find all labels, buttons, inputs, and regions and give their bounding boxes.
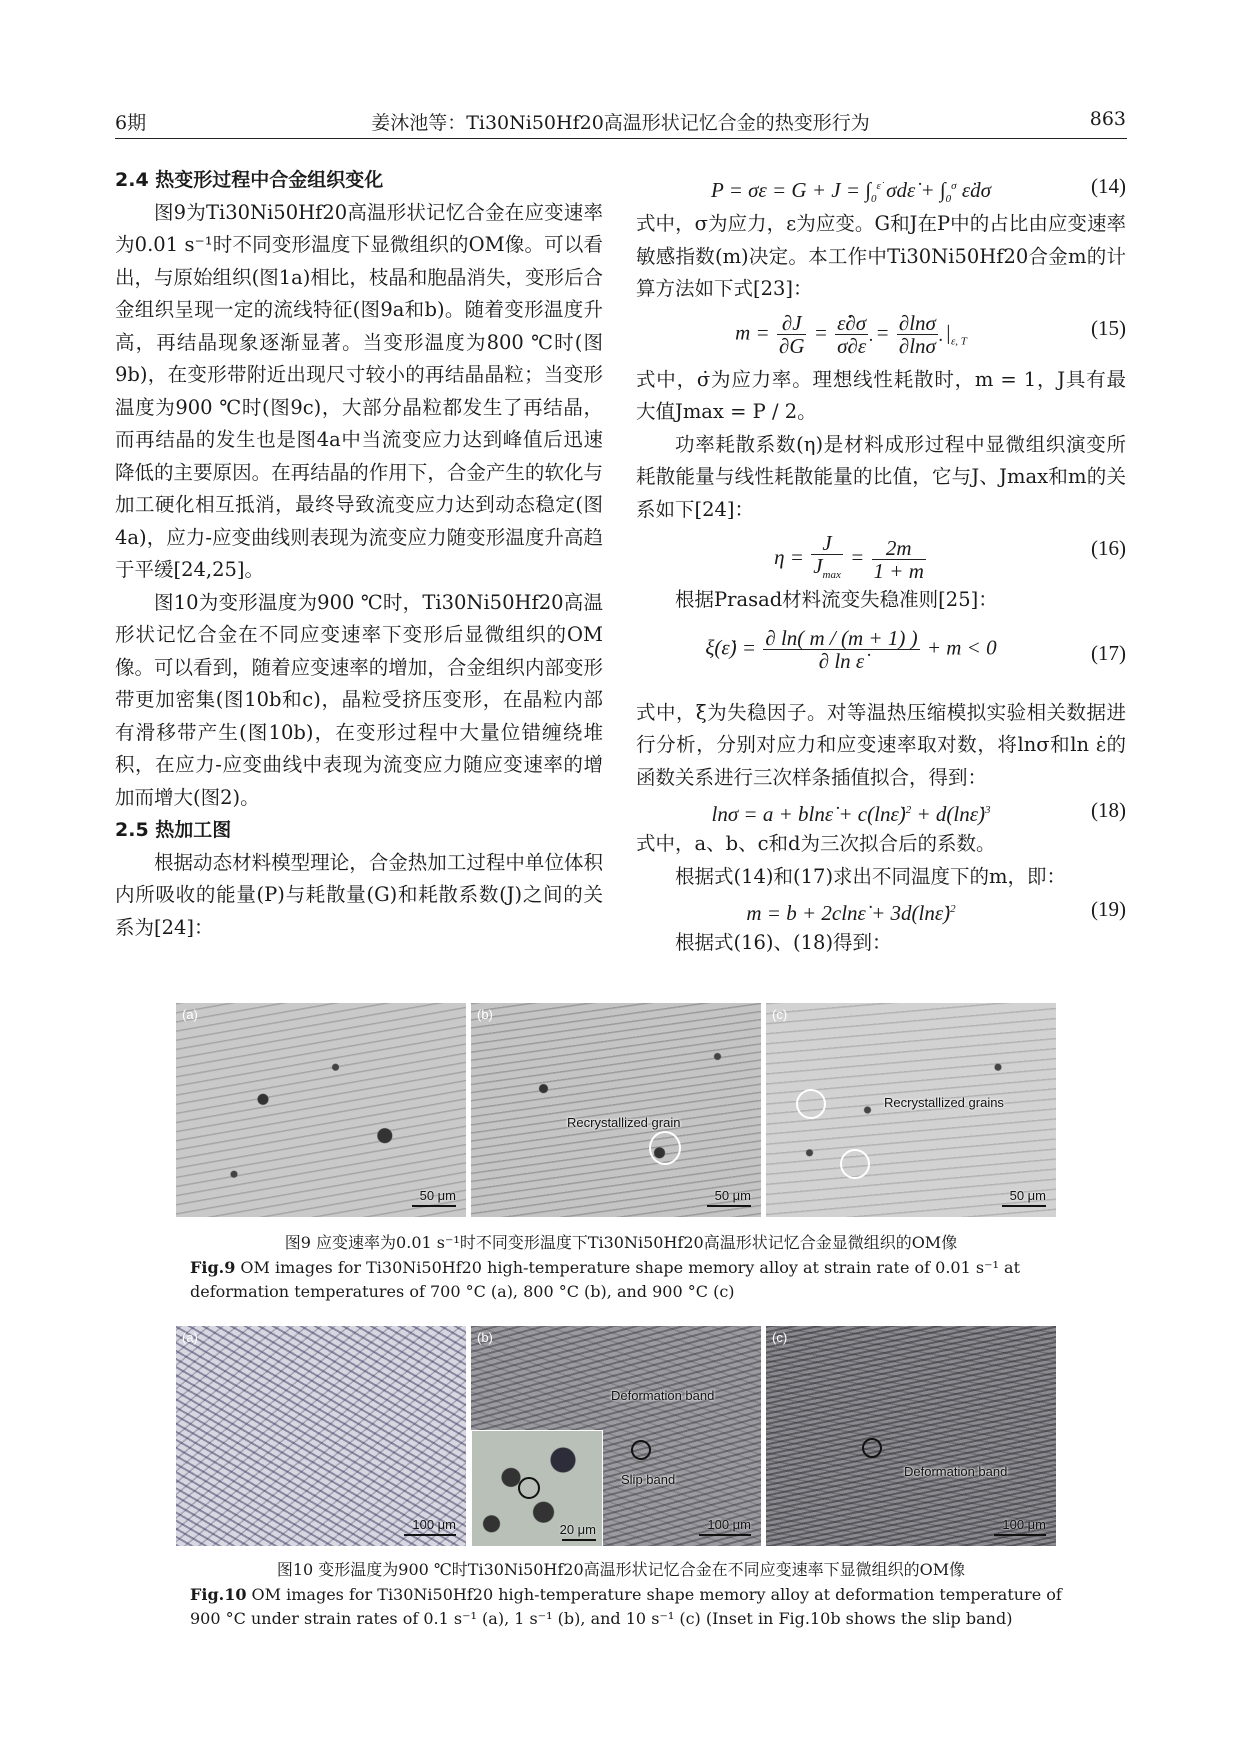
equation-18: lnσ = a + blnε̇ + c(lnε̇)$^2$ + d(lnε̇)$^3$ (18) [636, 794, 1126, 828]
equation-number: (18) [1091, 798, 1126, 822]
annotation-deformation-band: Deformation band [611, 1388, 715, 1403]
highlight-circle [518, 1477, 540, 1499]
annotation-recrystallized-grain: Recrystallized grain [567, 1115, 681, 1130]
highlight-circle [649, 1131, 681, 1165]
running-header-title: 姜沐池等：Ti30Ni50Hf20高温形状记忆合金的热变形行为 [371, 112, 870, 134]
paragraph: 功率耗散系数(η)是材料成形过程中显微组织演变所耗散能量与线性耗散能量的比值，它与J、Jmax和m的关系如下[24]： [636, 432, 1126, 521]
equation-14: $P = \sigma\varepsilon = G + J = \int_0^{\varepsiloṅ}$ σdε̇ + $\int_0^\sigma$ ε̇dσ (14) [636, 164, 1126, 208]
scale-bar [404, 1534, 456, 1536]
fig9-panel-a [176, 1003, 466, 1217]
figure-10-caption-cn: 图10 变形温度为900 ℃时Ti30Ni50Hf20高温形状记忆合金在不同应变速率下显微组织的OM像 [276, 1560, 966, 1579]
panel-label: (a) [182, 1330, 198, 1345]
scale-label: 50 μm [1009, 1188, 1046, 1203]
highlight-circle [840, 1149, 870, 1179]
annotation-recrystallized-grains: Recrystallized grains [884, 1095, 1004, 1110]
figure-10 [176, 1326, 1056, 1546]
equation-17: ξ(ε̇) = $\frac{\partial \ln( m / (m + 1) )}{\text{∂ ln ε̇}}$ + m < 0 (17) [705, 625, 1126, 673]
inset-scale-label: 20 μm [559, 1522, 596, 1537]
running-header-issue: 6期 [115, 112, 147, 134]
paragraph: 根据式(14)和(17)求出不同温度下的m，即： [675, 864, 1067, 888]
scale-bar [412, 1205, 456, 1207]
figure-9-caption-en [190, 1256, 1090, 1304]
left-column [115, 164, 603, 944]
figure-9 [176, 1003, 1056, 1217]
figure-10-caption-en [190, 1583, 1090, 1631]
scale-label: 50 μm [419, 1188, 456, 1203]
equation-number: (16) [1091, 536, 1126, 560]
inset-scale-bar [562, 1539, 596, 1541]
page-number: 863 [1089, 108, 1126, 130]
fig10-panel-a [176, 1326, 466, 1546]
equation-number: (14) [1091, 174, 1126, 198]
scale-label: 100 μm [412, 1517, 456, 1532]
annotation-deformation-band: Deformation band [904, 1464, 1008, 1479]
right-column [636, 164, 1126, 960]
highlight-circle [796, 1089, 826, 1119]
equation-number: (19) [1091, 897, 1126, 921]
panel-label: (c) [772, 1007, 788, 1022]
scale-label: 50 μm [714, 1188, 751, 1203]
paragraph: 式中，σ̇为应力率。理想线性耗散时，m = 1，J具有最大值Jmax = P / 2。 [636, 367, 1126, 423]
caption-label: Fig.9 [190, 1258, 236, 1277]
equation-19: m = b + 2clnε̇ + 3d(lnε̇)$^2$ (19) [636, 893, 1126, 927]
scale-label: 100 μm [1002, 1517, 1046, 1532]
paragraph: 式中，ξ为失稳因子。对等温热压缩模拟实验相关数据进行分析，分别对应力和应变速率取对数，将lnσ和ln ε̇的函数关系进行三次样条插值拟合，得到： [636, 700, 1126, 789]
scale-bar [699, 1534, 751, 1536]
scale-label: 100 μm [707, 1517, 751, 1532]
caption-text: OM images for Ti30Ni50Hf20 high-temperature shape memory alloy at deformation temperature of 900 °C under strain rates of 0.1 s⁻¹ (a), 1 s⁻¹ (b), and 10 s⁻¹ (c) (Inset in Fig.10b shows the slip band) [190, 1585, 1062, 1628]
highlight-circle [631, 1440, 651, 1460]
header-rule [115, 138, 1127, 139]
fig10-panel-c [766, 1326, 1056, 1546]
equation-16: η = $\frac{J}{J_{max}}$ = $\frac{2m}{1 + m}$ (16) [636, 526, 1126, 584]
paragraph: 根据Prasad材料流变失稳准则[25]： [675, 588, 998, 611]
figure-9-caption-cn: 图9 应变速率为0.01 s⁻¹时不同变形温度下Ti30Ni50Hf20高温形状记忆合金显微组织的OM像 [284, 1233, 958, 1252]
panel-label: (b) [477, 1007, 493, 1022]
equation-number: (15) [1091, 315, 1126, 340]
equation-15: m = $\frac{\partial J}{\partial G}$ = $\frac{\varepsiloṅ\partial\sigma}{\sigma\partial\varepsiloṅ}$ = $\frac{\partial\ln\sigma}{\partial\ln\sigmȧ}$ $|_{\varepsilon, T}$ (15) [735, 310, 1126, 358]
annotation-slip-band: Slip band [621, 1472, 676, 1487]
paragraph: 根据式(16)、(18)得到： [675, 931, 892, 954]
paragraph: 式中，a、b、c和d为三次拟合后的系数。 [636, 832, 996, 855]
caption-label: Fig.10 [190, 1585, 247, 1604]
fig9-panel-b [471, 1003, 761, 1217]
equation-number: (17) [1091, 640, 1126, 665]
fig10-inset [471, 1430, 603, 1546]
scale-bar [707, 1205, 751, 1207]
highlight-circle [862, 1438, 882, 1458]
fig9-panel-c [766, 1003, 1056, 1217]
paragraph: 图9为Ti30Ni50Hf20高温形状记忆合金在应变速率为0.01 s⁻¹时不同变形温度下显微组织的OM像。可以看出，与原始组织(图1a)相比，枝晶和胞晶消失，变形后合金组织呈现一定的流线特征(图9a和b)。随着变形温度升高，再结晶现象逐渐显著。当变形温度为800 ℃时(图9b)，在变形带附近出现尺寸较小的再结晶晶粒；当变形温度为900 ℃时(图9c)，大部分晶粒都发生了再结晶，而再结晶的发生也是图4a中当流变应力达到峰值后迅速降低的主要原因。在再结晶的作用下，合金产生的软化与加工硬化相互抵消，最终导致流变应力达到动态稳定(图4a)，应力-应变曲线则表现为流变应力随变形温度升高趋于平缓[24,25]。 [115, 200, 603, 581]
panel-label: (a) [182, 1007, 198, 1022]
panel-label: (b) [477, 1330, 493, 1345]
section-heading-2-4: 2.4 热变形过程中合金组织变化 [115, 169, 384, 191]
scale-bar [994, 1534, 1046, 1536]
fig10-panel-b [471, 1326, 761, 1546]
panel-label: (c) [772, 1330, 788, 1345]
paragraph: 式中，σ为应力，ε为应变。G和J在P中的占比由应变速率敏感指数(m)决定。本工作中Ti30Ni50Hf20合金m的计算方法如下式[23]： [636, 212, 1126, 300]
section-heading-2-5: 2.5 热加工图 [115, 819, 232, 841]
paragraph: 图10为变形温度为900 ℃时，Ti30Ni50Hf20高温形状记忆合金在不同应变速率下变形后显微组织的OM像。可以看到，随着应变速率的增加，合金组织内部变形带更加密集(图10b和c)，晶粒受挤压变形，在晶粒内部有滑移带产生(图10b)，在变形过程中大量位错缠绕堆积，在应力-应变曲线中表现为流变应力随应变速率的增加而增大(图2)。 [115, 590, 603, 809]
scale-bar [1002, 1205, 1046, 1207]
caption-text: OM images for Ti30Ni50Hf20 high-temperature shape memory alloy at strain rate of 0.01 s⁻¹ at deformation temperatures of 700 °C (a), 800 °C (b), and 900 °C (c) [190, 1258, 1020, 1301]
paragraph: 根据动态材料模型理论，合金热加工过程中单位体积内所吸收的能量(P)与耗散量(G)和耗散系数(J)之间的关系为[24]： [115, 850, 603, 939]
